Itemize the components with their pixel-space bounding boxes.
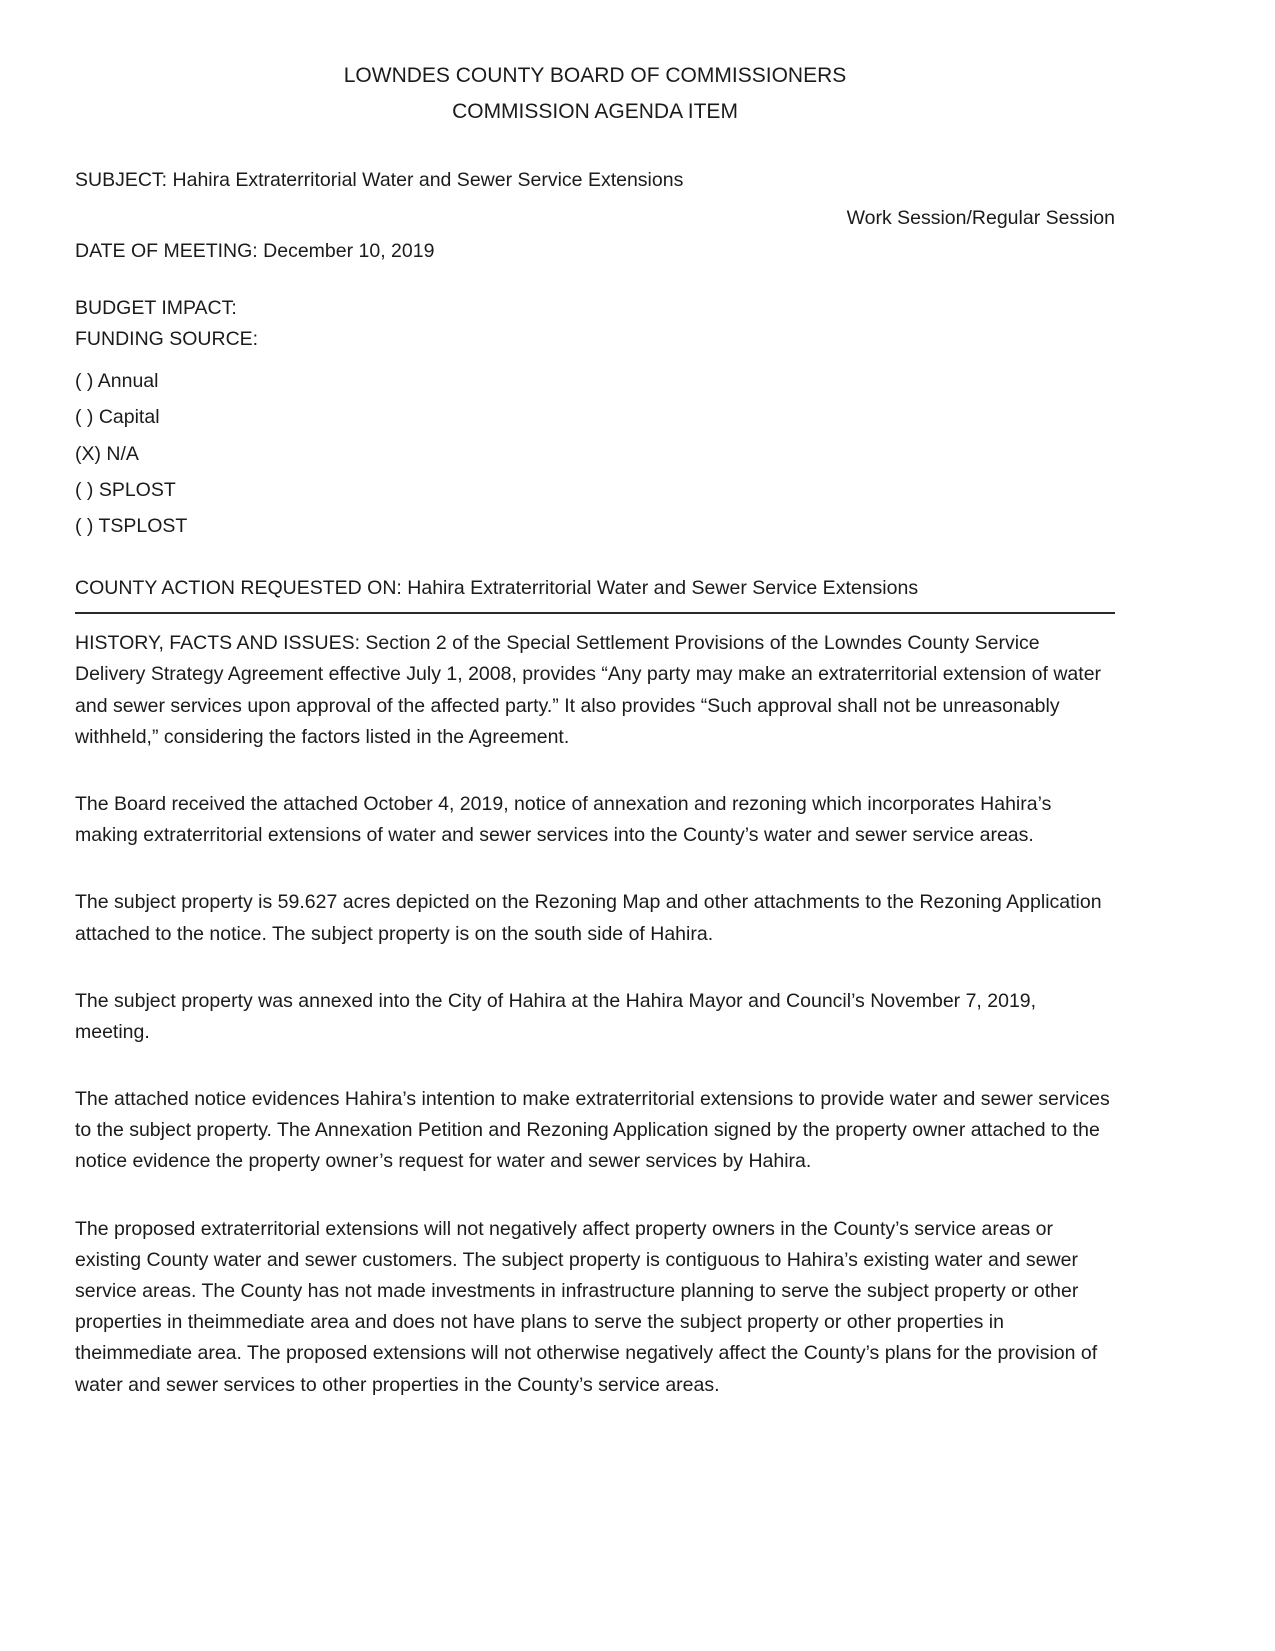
funding-options-list: [75, 365, 1115, 543]
document-title-line2: COMMISSION AGENDA ITEM: [452, 99, 738, 123]
funding-option-splost: ( ) SPLOST: [75, 478, 176, 501]
budget-impact-label: BUDGET IMPACT:: [75, 296, 237, 319]
paragraph-notice-evidence: The attached notice evidences Hahira’s intention to make extraterritorial extensions to provide water and sewer services to the subject property. The Annexation Petition and Rezoning Application signed by the property owner attached to the notice evidence the property owner’s request for water and sewer services by Hahira.: [75, 1088, 1110, 1173]
document-header: [75, 58, 1115, 129]
session-type: Work Session/Regular Session: [846, 206, 1115, 229]
funding-option-na: (X) N/A: [75, 442, 139, 465]
subject-line: SUBJECT: Hahira Extraterritorial Water and Sewer Service Extensions: [75, 169, 684, 192]
paragraph-history: HISTORY, FACTS AND ISSUES: Section 2 of the Special Settlement Provisions of the Lowndes County Service Delivery Strategy Agreement effective July 1, 2008, provides “Any party may make an extraterritorial extension of water and sewer services upon approval of the affected party.” It also provides “Such approval shall not be unreasonably withheld,” considering the factors listed in the Agreement.: [75, 632, 1102, 748]
funding-option-capital: ( ) Capital: [75, 406, 160, 429]
funding-option-tsplost: ( ) TSPLOST: [75, 514, 188, 537]
funding-option-annual: ( ) Annual: [75, 370, 159, 393]
funding-source-label: FUNDING SOURCE:: [75, 328, 259, 351]
paragraph-board-notice: The Board received the attached October 4, 2019, notice of annexation and rezoning which incorporates Hahira’s making extraterritorial extensions of water and sewer services into the County’s water and sewer service areas.: [75, 792, 1052, 847]
county-action-line: COUNTY ACTION REQUESTED ON: Hahira Extraterritorial Water and Sewer Service Extensions: [75, 573, 1115, 614]
paragraph-annexation: The subject property was annexed into the City of Hahira at the Hahira Mayor and Council’s November 7, 2019, meeting.: [75, 989, 1037, 1043]
meeting-date: DATE OF MEETING: December 10, 2019: [75, 239, 435, 262]
document-body: [75, 628, 1115, 1401]
document-title-line1: LOWNDES COUNTY BOARD OF COMMISSIONERS: [343, 64, 847, 87]
paragraph-property-acreage: The subject property is 59.627 acres depicted on the Rezoning Map and other attachments to the Rezoning Application attached to the notice. The subject property is on the south side of Hahira.: [75, 891, 1102, 945]
paragraph-proposed-extensions: The proposed extraterritorial extensions will not negatively affect property owners in the County’s service areas or existing County water and sewer customers. The subject property is contiguous to Hahira’s existing water and sewer service areas. The County has not made investments in infrastructure planning to serve the subject property or other properties in theimmediate area and does not have plans to serve the subject property or other properties in theimmediate area. The proposed extensions will not otherwise negatively affect the County’s plans for the provision of water and sewer services to other properties in the County’s service areas.: [75, 1217, 1098, 1396]
